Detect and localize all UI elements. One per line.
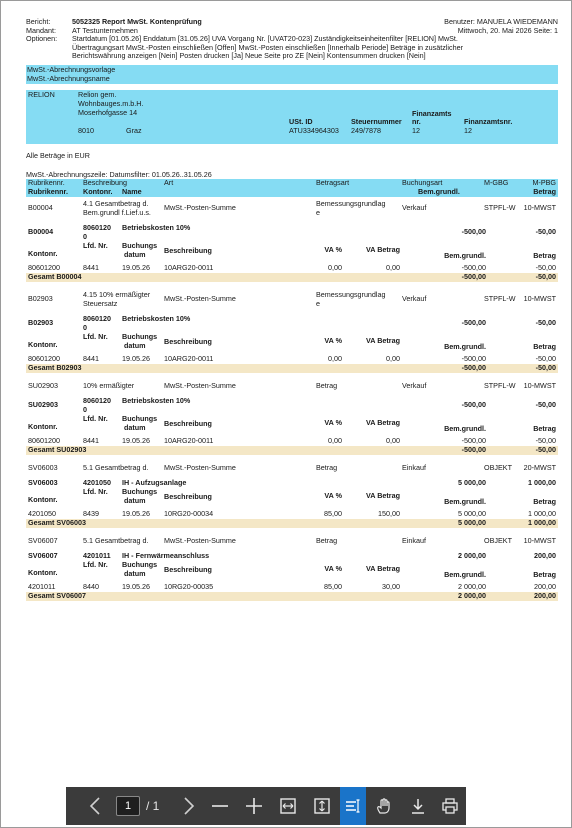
total-betrag: 1 000,00 <box>528 518 556 528</box>
detail-beschreibung-label: Beschreibung <box>164 565 212 575</box>
page-total: / 1 <box>146 799 160 813</box>
group-mpbg: 20-MWST <box>523 463 556 473</box>
column-header <box>26 179 558 197</box>
col-buchungsart: Buchungsart <box>402 178 443 188</box>
total-betrag: -50,00 <box>535 363 556 373</box>
summary-betrag: 1 000,00 <box>528 478 556 488</box>
group-rubrik: B02903 <box>28 294 53 304</box>
abrechnungsname-line: MwSt.-Abrechnungsname <box>27 73 110 83</box>
total-bem: 5 000,00 <box>458 518 486 528</box>
detail-vapct-label: VA % <box>324 336 342 346</box>
col-name: Name <box>122 187 142 197</box>
total-bem: -500,00 <box>461 272 486 282</box>
pdf-toolbar <box>66 787 466 825</box>
text-select-icon[interactable] <box>340 787 366 825</box>
entry-lfd: 8439 <box>83 509 99 519</box>
detail-betrag-label: Betrag <box>533 342 556 352</box>
detail-kontonr-label: Kontonr. <box>28 568 58 578</box>
group-desc-1: 4.15 10% ermäßigter <box>83 290 151 300</box>
entry-beschr: 10RG20-00034 <box>164 509 214 519</box>
company-city: Graz <box>126 126 142 136</box>
group-line-row <box>26 382 558 391</box>
group-buchungsart: Verkauf <box>402 381 427 391</box>
company-name-1: Relion gem. <box>78 90 117 100</box>
summary-rubrik: B02903 <box>28 318 54 328</box>
detail-buchung-label-bottom: datum <box>124 250 146 260</box>
summary-rubrik: B00004 <box>28 227 54 237</box>
detail-header-row <box>26 561 558 583</box>
detail-lfdnr-label: Lfd. Nr. <box>83 487 108 497</box>
detail-vabetrag-label: VA Betrag <box>366 564 400 574</box>
detail-betrag-label: Betrag <box>533 424 556 434</box>
detail-kontonr-label: Kontonr. <box>28 340 58 350</box>
entry-vabetrag: 0,00 <box>386 354 400 364</box>
groups-container <box>26 200 558 607</box>
total-label: Gesamt SU02903 <box>28 445 87 455</box>
entry-vapct: 85,00 <box>324 509 342 519</box>
steuernummer-value: 249/7878 <box>351 126 381 136</box>
summary-konto-name: Betriebskosten 10% <box>122 223 191 233</box>
group-art: MwSt.-Posten-Summe <box>164 381 236 391</box>
detail-buchung-label-bottom: datum <box>124 496 146 506</box>
detail-header-row <box>26 488 558 510</box>
group-buchungsart: Verkauf <box>402 294 427 304</box>
group-betragsart-1: Bemessungsgrundlag <box>316 290 386 300</box>
summary-betrag: 200,00 <box>534 551 556 561</box>
entry-bem: -500,00 <box>461 263 486 273</box>
finanzamtsnr-value: 12 <box>464 126 472 136</box>
summary-konto-name: IH - Fernwärmeanschluss <box>122 551 210 561</box>
group-betragsart-1: Betrag <box>316 536 338 546</box>
chevron-right-icon[interactable] <box>174 787 204 825</box>
col-art: Art <box>164 178 174 188</box>
ust-label: USt. ID <box>289 117 313 127</box>
entry-lfd: 8440 <box>83 582 99 592</box>
page-number-input[interactable]: 1 <box>116 796 140 816</box>
finanzamt-nr-value: 12 <box>412 126 420 136</box>
detail-bem-label: Bem.grundl. <box>444 424 486 434</box>
detail-lfdnr-label: Lfd. Nr. <box>83 332 108 342</box>
hand-icon[interactable] <box>368 787 400 825</box>
summary-konto-1: 4201050 <box>83 478 111 488</box>
detail-header-row <box>26 415 558 437</box>
summary-konto-name: Betriebskosten 10% <box>122 396 191 406</box>
col-beschreibung: Beschreibung <box>83 178 127 188</box>
detail-betrag-label: Betrag <box>533 497 556 507</box>
entry-datum: 19.05.26 <box>122 354 150 364</box>
entry-bem: -500,00 <box>461 436 486 446</box>
total-bem: -500,00 <box>461 445 486 455</box>
entry-betrag: -50,00 <box>535 354 556 364</box>
group-block <box>26 382 558 455</box>
print-icon[interactable] <box>434 787 466 825</box>
entry-konto: 80601200 <box>28 436 60 446</box>
summary-konto-name: Betriebskosten 10% <box>122 314 191 324</box>
detail-beschreibung-label: Beschreibung <box>164 337 212 347</box>
company-name-2: Wohnbauges.m.b.H. <box>78 99 144 109</box>
detail-bem-label: Bem.grundl. <box>444 497 486 507</box>
mandant-value: AT Testunternehmen <box>72 25 138 35</box>
entry-vapct: 0,00 <box>328 354 342 364</box>
optionen-line-1: Startdatum [01.05.26] Enddatum [31.05.26] UVA Vorgang Nr. [UVAT20-023] Zuständigkeitseinheitenfilter [RELION] MwSt. <box>72 34 458 44</box>
entry-konto: 80601200 <box>28 263 60 273</box>
entry-vapct: 85,00 <box>324 582 342 592</box>
company-plz: 8010 <box>78 126 94 136</box>
group-art: MwSt.-Posten-Summe <box>164 536 236 546</box>
detail-header-row <box>26 333 558 355</box>
total-label: Gesamt B02903 <box>28 363 82 373</box>
group-block <box>26 200 558 282</box>
group-betragsart-1: Betrag <box>316 381 338 391</box>
summary-betrag: -50,00 <box>535 400 556 410</box>
entry-vabetrag: 0,00 <box>386 263 400 273</box>
vorlage-line: MwSt.-Abrechnungsvorlage <box>27 64 116 74</box>
group-mgbg: OBJEKT <box>484 463 512 473</box>
group-mgbg: OBJEKT <box>484 536 512 546</box>
entry-bem: -500,00 <box>461 354 486 364</box>
col-bemgrundl: Bem.grundl. <box>418 187 460 197</box>
group-desc-2: Steuersatz <box>83 299 118 309</box>
finanzamt-label-top: Finanzamts <box>412 109 452 119</box>
group-total-row <box>26 446 558 455</box>
fit-page-icon[interactable] <box>306 787 338 825</box>
group-mgbg: STPFL-W <box>484 381 516 391</box>
detail-buchung-label-top: Buchungs <box>122 414 158 424</box>
group-buchungsart: Einkauf <box>402 536 426 546</box>
summary-konto-2: 0 <box>83 232 87 242</box>
col-betrag: Betrag <box>533 187 556 197</box>
entry-beschr: 10ARG20-0011 <box>164 354 214 364</box>
detail-vabetrag-label: VA Betrag <box>366 491 400 501</box>
group-betragsart-1: Bemessungsgrundlag <box>316 199 386 209</box>
group-mpbg: 10-MWST <box>523 381 556 391</box>
account-summary-row <box>26 315 558 333</box>
group-art: MwSt.-Posten-Summe <box>164 294 236 304</box>
vorlage-section <box>26 65 558 84</box>
bericht-value: 5052325 Report MwSt. Kontenprüfung <box>72 17 202 26</box>
total-betrag: -50,00 <box>535 272 556 282</box>
summary-konto-2: 0 <box>83 405 87 415</box>
currency-note: Alle Beträge in EUR <box>26 151 90 161</box>
chevron-left-icon[interactable] <box>80 787 110 825</box>
detail-buchung-label-top: Buchungs <box>122 332 158 342</box>
summary-bem: -500,00 <box>461 400 486 410</box>
optionen-line-2: Übertragungsart MwSt.-Posten einschließen [Offen] MwSt.-Posten einschließen [Innerhalb Periode] Beträge in zusätzlicher <box>72 42 463 52</box>
detail-beschreibung-label: Beschreibung <box>164 419 212 429</box>
col-mgbg: M-GBG <box>484 178 509 188</box>
group-desc-1: 5.1 Gesamtbetrag d. <box>83 536 149 546</box>
entry-datum: 19.05.26 <box>122 263 150 273</box>
summary-bem: 5 000,00 <box>458 478 486 488</box>
summary-konto-2: 0 <box>83 323 87 333</box>
detail-vabetrag-label: VA Betrag <box>366 245 400 255</box>
entry-konto: 4201050 <box>28 509 56 519</box>
entry-beschr: 10RG20-00035 <box>164 582 214 592</box>
entry-bem: 2 000,00 <box>458 582 486 592</box>
total-bem: -500,00 <box>461 363 486 373</box>
detail-buchung-label-bottom: datum <box>124 341 146 351</box>
detail-header-row <box>26 242 558 264</box>
entry-konto: 80601200 <box>28 354 60 364</box>
date-page-text: Mittwoch, 20. Mai 2026 Seite: 1 <box>457 25 558 35</box>
entry-betrag: -50,00 <box>535 436 556 446</box>
summary-konto-1: 8060120 <box>83 223 111 233</box>
detail-buchung-label-bottom: datum <box>124 569 146 579</box>
summary-rubrik: SV06003 <box>28 478 58 488</box>
detail-vapct-label: VA % <box>324 245 342 255</box>
group-block <box>26 291 558 373</box>
group-rubrik: B00004 <box>28 203 53 213</box>
company-code: RELION <box>28 90 55 100</box>
group-rubrik: SV06007 <box>28 536 58 546</box>
fit-width-icon[interactable] <box>272 787 304 825</box>
detail-kontonr-label: Kontonr. <box>28 249 58 259</box>
header-optionen-row <box>26 35 558 61</box>
optionen-line-3: Berichtswährung anzeigen [Nein] Posten drucken [Ja] Neue Seite pro ZE [Nein] Kontensummen drucken [Nein] <box>72 51 426 61</box>
group-total-row <box>26 592 558 601</box>
group-mpbg: 10-MWST <box>523 536 556 546</box>
detail-vabetrag-label: VA Betrag <box>366 336 400 346</box>
finanzamt-nr-label: nr. <box>412 117 421 127</box>
group-total-row <box>26 273 558 282</box>
summary-konto-1: 4201011 <box>83 551 111 561</box>
detail-vapct-label: VA % <box>324 418 342 428</box>
report-page <box>26 18 558 607</box>
entry-datum: 19.05.26 <box>122 509 150 519</box>
detail-lfdnr-label: Lfd. Nr. <box>83 560 108 570</box>
summary-rubrik: SV06007 <box>28 551 58 561</box>
group-line-row <box>26 537 558 546</box>
entry-vabetrag: 30,00 <box>382 582 400 592</box>
detail-kontonr-label: Kontonr. <box>28 422 58 432</box>
entry-betrag: 200,00 <box>534 582 556 592</box>
group-desc-1: 4.1 Gesamtbetrag d. <box>83 199 149 209</box>
group-mpbg: 10-MWST <box>523 203 556 213</box>
total-label: Gesamt B00004 <box>28 272 82 282</box>
col-rubrik-2: Rubrikennr. <box>28 187 68 197</box>
group-desc-2: Bem.grundl f.Lief.u.s. <box>83 208 151 218</box>
total-label: Gesamt SV06007 <box>28 591 86 601</box>
benutzer-text: Benutzer: MANUELA WIEDEMANN <box>444 17 558 26</box>
total-betrag: -50,00 <box>535 445 556 455</box>
detail-lfdnr-label: Lfd. Nr. <box>83 414 108 424</box>
summary-konto-1: 8060120 <box>83 396 111 406</box>
optionen-label: Optionen: <box>26 34 58 44</box>
summary-bem: 2 000,00 <box>458 551 486 561</box>
summary-rubrik: SU02903 <box>28 400 58 410</box>
account-summary-row <box>26 224 558 242</box>
group-betragsart-2: e <box>316 299 320 309</box>
col-betragsart: Betragsart <box>316 178 350 188</box>
minus-icon[interactable] <box>204 787 236 825</box>
group-line-row <box>26 464 558 473</box>
group-total-row <box>26 519 558 528</box>
entry-datum: 19.05.26 <box>122 436 150 446</box>
detail-buchung-label-bottom: datum <box>124 423 146 433</box>
company-section <box>26 90 558 144</box>
detail-vabetrag-label: VA Betrag <box>366 418 400 428</box>
detail-vapct-label: VA % <box>324 491 342 501</box>
entry-beschr: 10ARG20-0011 <box>164 436 214 446</box>
plus-icon[interactable] <box>238 787 270 825</box>
summary-konto-1: 8060120 <box>83 314 111 324</box>
group-art: MwSt.-Posten-Summe <box>164 463 236 473</box>
group-block <box>26 464 558 528</box>
finanzamtsnr-label: Finanzamtsnr. <box>464 117 513 127</box>
detail-lfdnr-label: Lfd. Nr. <box>83 241 108 251</box>
col-rubrik: Rubrikennr. <box>28 178 65 188</box>
summary-betrag: -50,00 <box>535 227 556 237</box>
detail-beschreibung-label: Beschreibung <box>164 246 212 256</box>
group-desc-1: 10% ermäßigter <box>83 381 135 391</box>
group-desc-1: 5.1 Gesamtbetrag d. <box>83 463 149 473</box>
steuernummer-label: Steuernummer <box>351 117 402 127</box>
entry-vapct: 0,00 <box>328 436 342 446</box>
entry-beschr: 10ARG20-0011 <box>164 263 214 273</box>
summary-bem: -500,00 <box>461 227 486 237</box>
summary-konto-name: IH - Aufzugsanlage <box>122 478 187 488</box>
group-line-row <box>26 200 558 218</box>
group-betragsart-1: Betrag <box>316 463 338 473</box>
group-total-row <box>26 364 558 373</box>
account-summary-row <box>26 397 558 415</box>
detail-bem-label: Bem.grundl. <box>444 251 486 261</box>
detail-beschreibung-label: Beschreibung <box>164 492 212 502</box>
group-rubrik: SV06003 <box>28 463 58 473</box>
optionen-value <box>72 35 558 61</box>
entry-datum: 19.05.26 <box>122 582 150 592</box>
detail-betrag-label: Betrag <box>533 570 556 580</box>
detail-buchung-label-top: Buchungs <box>122 487 158 497</box>
download-icon[interactable] <box>402 787 434 825</box>
detail-buchung-label-top: Buchungs <box>122 241 158 251</box>
entry-bem: 5 000,00 <box>458 509 486 519</box>
col-mpbg: M-PBG <box>532 178 556 188</box>
group-mpbg: 10-MWST <box>523 294 556 304</box>
detail-vapct-label: VA % <box>324 564 342 574</box>
detail-bem-label: Bem.grundl. <box>444 570 486 580</box>
group-art: MwSt.-Posten-Summe <box>164 203 236 213</box>
entry-lfd: 8441 <box>83 263 99 273</box>
group-line-row <box>26 291 558 309</box>
group-rubrik: SU02903 <box>28 381 58 391</box>
total-betrag: 200,00 <box>534 591 556 601</box>
detail-buchung-label-top: Buchungs <box>122 560 158 570</box>
mandant-label: Mandant: <box>26 25 56 35</box>
entry-betrag: -50,00 <box>535 263 556 273</box>
bericht-label: Bericht: <box>26 17 51 26</box>
summary-betrag: -50,00 <box>535 318 556 328</box>
entry-betrag: 1 000,00 <box>528 509 556 519</box>
detail-bem-label: Bem.grundl. <box>444 342 486 352</box>
group-buchungsart: Verkauf <box>402 203 427 213</box>
entry-lfd: 8441 <box>83 436 99 446</box>
group-block <box>26 537 558 601</box>
group-buchungsart: Einkauf <box>402 463 426 473</box>
company-street: Moserhofgasse 14 <box>78 108 138 118</box>
entry-lfd: 8441 <box>83 354 99 364</box>
entry-vapct: 0,00 <box>328 263 342 273</box>
filter-note: MwSt.-Abrechnungszeile: Datumsfilter: 01.05.26..31.05.26 <box>26 169 212 179</box>
group-betragsart-2: e <box>316 208 320 218</box>
entry-konto: 4201011 <box>28 582 56 592</box>
summary-bem: -500,00 <box>461 318 486 328</box>
group-mgbg: STPFL-W <box>484 294 516 304</box>
total-label: Gesamt SV06003 <box>28 518 86 528</box>
entry-vabetrag: 0,00 <box>386 436 400 446</box>
col-kontonr: Kontonr. <box>83 187 113 197</box>
entry-vabetrag: 150,00 <box>378 509 400 519</box>
total-bem: 2 000,00 <box>458 591 486 601</box>
group-mgbg: STPFL-W <box>484 203 516 213</box>
detail-betrag-label: Betrag <box>533 251 556 261</box>
detail-kontonr-label: Kontonr. <box>28 495 58 505</box>
ust-value: ATU334964303 <box>289 126 339 136</box>
